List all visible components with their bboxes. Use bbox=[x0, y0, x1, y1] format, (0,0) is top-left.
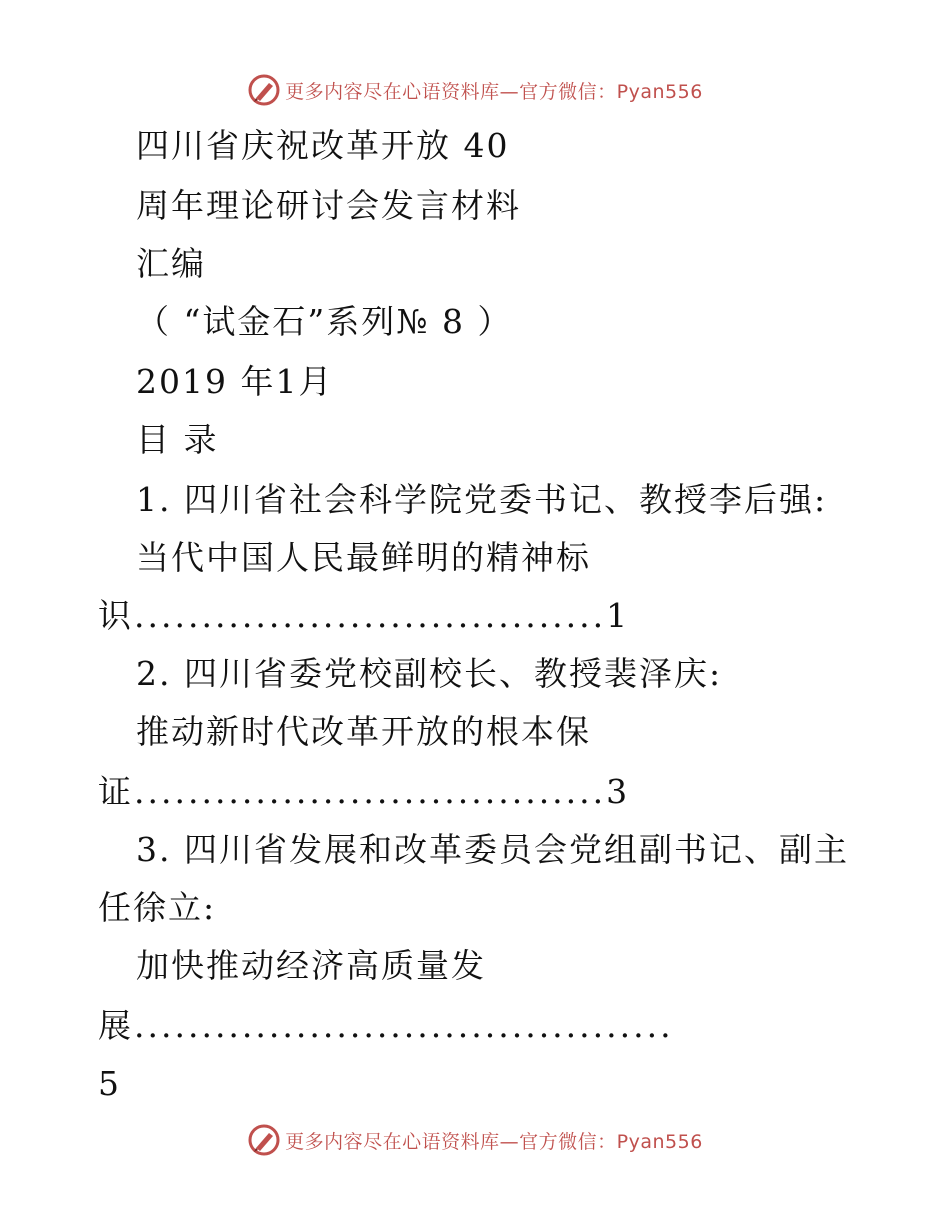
toc-item-3-speaker-cont: 任徐立: bbox=[98, 888, 217, 927]
dot-leader: ................................... bbox=[134, 772, 607, 811]
toc-item-1-speaker: 1. 四川省社会科学院党委书记、教授李后强: bbox=[136, 480, 828, 519]
toc-item-2-leader[interactable] bbox=[98, 772, 630, 812]
pen-logo-icon bbox=[247, 1123, 281, 1157]
toc-item-3-tail: 展 bbox=[98, 1006, 134, 1045]
watermark-text: 更多内容尽在心语资料库—官方微信：Pyan556 bbox=[285, 80, 703, 103]
toc-item-3-leader[interactable] bbox=[98, 1006, 674, 1046]
dot-leader: ........................................ bbox=[134, 1006, 674, 1045]
toc-item-3-page-number: 5 bbox=[98, 1064, 121, 1103]
toc-item-2-speaker: 2. 四川省委党校副校长、教授裴泽庆: bbox=[136, 654, 723, 693]
toc-item-1-leader[interactable] bbox=[98, 596, 630, 636]
title-line-3: 汇编 bbox=[136, 244, 206, 283]
toc-heading: 目 录 bbox=[136, 420, 219, 459]
toc-item-1-tail: 识 bbox=[98, 596, 134, 635]
watermark-text: 更多内容尽在心语资料库—官方微信：Pyan556 bbox=[285, 1130, 703, 1153]
toc-item-3-speaker: 3. 四川省发展和改革委员会党组副书记、副主 bbox=[136, 830, 849, 869]
dot-leader: ................................... bbox=[134, 596, 607, 635]
toc-item-3-title: 加快推动经济高质量发 bbox=[136, 946, 486, 985]
page-number: 1 bbox=[606, 596, 631, 635]
toc-item-1-title: 当代中国人民最鲜明的精神标 bbox=[136, 538, 591, 577]
header-watermark-banner bbox=[0, 70, 950, 110]
footer-watermark-banner bbox=[0, 1120, 950, 1160]
page-number: 3 bbox=[606, 772, 631, 811]
pen-logo-icon bbox=[247, 73, 281, 107]
date-line: 2019 年1月 bbox=[136, 362, 334, 401]
title-line-2: 周年理论研讨会发言材料 bbox=[136, 186, 521, 225]
toc-item-2-tail: 证 bbox=[98, 772, 134, 811]
title-line-1: 四川省庆祝改革开放 40 bbox=[136, 126, 510, 165]
series-label: （ “试金石”系列№ 8 ） bbox=[136, 302, 513, 341]
toc-item-2-title: 推动新时代改革开放的根本保 bbox=[136, 712, 591, 751]
